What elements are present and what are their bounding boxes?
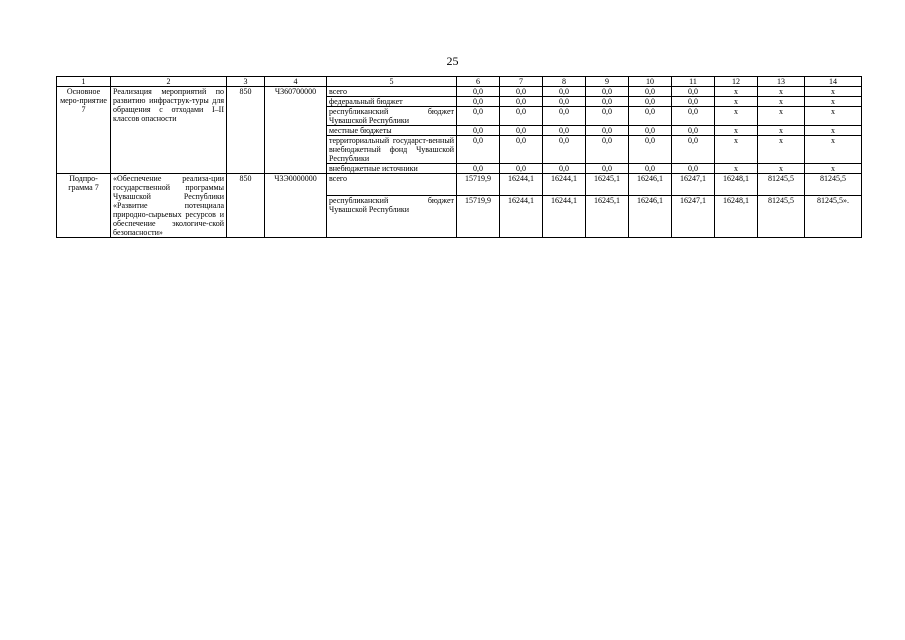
- value-cell: 0,0: [586, 164, 629, 174]
- funding-source-cell: республиканский бюджет Чувашской Республики: [327, 196, 457, 238]
- value-cell: 81245,5: [805, 174, 862, 196]
- value-cell: 0,0: [629, 126, 672, 136]
- value-cell: x: [758, 97, 805, 107]
- value-cell: 16244,1: [543, 174, 586, 196]
- value-cell: 0,0: [500, 164, 543, 174]
- value-cell: 0,0: [629, 136, 672, 164]
- column-header-3: 3: [227, 77, 265, 87]
- value-cell: 81245,5: [758, 174, 805, 196]
- column-header-4: 4: [265, 77, 327, 87]
- value-cell: 16244,1: [543, 196, 586, 238]
- value-cell: x: [715, 136, 758, 164]
- value-cell: 0,0: [500, 97, 543, 107]
- funding-source-cell: всего: [327, 87, 457, 97]
- ministry-code-cell: 850: [227, 87, 265, 174]
- program-title-cell: «Обеспечение реализа-ции государственной программы Чувашской Республики «Развитие потенциала природно-сырьевых ресурсов и обеспечение экологиче-ской безопасности»: [111, 174, 227, 238]
- value-cell: 0,0: [672, 87, 715, 97]
- program-name-cell: Основное меро-приятие 7: [57, 87, 111, 174]
- value-cell: 81245,5: [758, 196, 805, 238]
- value-cell: 0,0: [629, 87, 672, 97]
- value-cell: 16246,1: [629, 196, 672, 238]
- funding-source-cell: республиканский бюджет Чувашской Республики: [327, 107, 457, 126]
- value-cell: 0,0: [457, 87, 500, 97]
- value-cell: 16248,1: [715, 174, 758, 196]
- value-cell: 0,0: [543, 126, 586, 136]
- value-cell: 0,0: [543, 97, 586, 107]
- table-row: [57, 87, 862, 97]
- value-cell: x: [715, 164, 758, 174]
- value-cell: x: [758, 87, 805, 97]
- value-cell: x: [715, 107, 758, 126]
- value-cell: x: [715, 87, 758, 97]
- value-cell: 0,0: [672, 97, 715, 107]
- value-cell: 0,0: [457, 107, 500, 126]
- value-cell: x: [758, 136, 805, 164]
- column-header-7: 7: [500, 77, 543, 87]
- column-header-9: 9: [586, 77, 629, 87]
- value-cell: x: [758, 126, 805, 136]
- program-title-cell: Реализация мероприятий по развитию инфраструк-туры для обращения с отходами I–II классов опасности: [111, 87, 227, 174]
- value-cell: x: [805, 87, 862, 97]
- value-cell: 0,0: [500, 107, 543, 126]
- value-cell: 16246,1: [629, 174, 672, 196]
- header-row: [57, 77, 862, 87]
- value-cell: x: [805, 126, 862, 136]
- value-cell: x: [758, 107, 805, 126]
- value-cell: x: [805, 136, 862, 164]
- value-cell: 0,0: [543, 136, 586, 164]
- value-cell: 16247,1: [672, 174, 715, 196]
- value-cell: 0,0: [586, 97, 629, 107]
- value-cell: x: [805, 164, 862, 174]
- value-cell: 0,0: [672, 136, 715, 164]
- value-cell: 0,0: [672, 107, 715, 126]
- column-header-6: 6: [457, 77, 500, 87]
- value-cell: x: [715, 126, 758, 136]
- value-cell: 16244,1: [500, 196, 543, 238]
- funding-source-cell: внебюджетные источники: [327, 164, 457, 174]
- page-number: 25: [446, 54, 459, 68]
- value-cell: 15719,9: [457, 196, 500, 238]
- funding-source-cell: территориальный государст-венный внебюджетный фонд Чувашской Республики: [327, 136, 457, 164]
- value-cell: 0,0: [457, 136, 500, 164]
- column-header-11: 11: [672, 77, 715, 87]
- value-cell: 16248,1: [715, 196, 758, 238]
- value-cell: 0,0: [629, 107, 672, 126]
- value-cell: 81245,5».: [805, 196, 862, 238]
- column-header-8: 8: [543, 77, 586, 87]
- value-cell: 0,0: [500, 126, 543, 136]
- value-cell: 16245,1: [586, 196, 629, 238]
- value-cell: 0,0: [586, 87, 629, 97]
- value-cell: 0,0: [457, 97, 500, 107]
- value-cell: 0,0: [672, 164, 715, 174]
- value-cell: x: [805, 97, 862, 107]
- funding-source-cell: местные бюджеты: [327, 126, 457, 136]
- funding-source-cell: федеральный бюджет: [327, 97, 457, 107]
- value-cell: 0,0: [629, 164, 672, 174]
- column-header-2: 2: [111, 77, 227, 87]
- value-cell: 0,0: [629, 97, 672, 107]
- value-cell: 0,0: [586, 136, 629, 164]
- funding-source-cell: всего: [327, 174, 457, 196]
- column-header-10: 10: [629, 77, 672, 87]
- program-name-cell: Подпро-грамма 7: [57, 174, 111, 238]
- value-cell: x: [758, 164, 805, 174]
- column-header-5: 5: [327, 77, 457, 87]
- target-code-cell: Ч360700000: [265, 87, 327, 174]
- value-cell: 0,0: [543, 164, 586, 174]
- value-cell: 0,0: [500, 136, 543, 164]
- value-cell: 15719,9: [457, 174, 500, 196]
- column-header-1: 1: [57, 77, 111, 87]
- column-header-14: 14: [805, 77, 862, 87]
- column-header-13: 13: [758, 77, 805, 87]
- value-cell: 0,0: [500, 87, 543, 97]
- value-cell: 0,0: [457, 164, 500, 174]
- value-cell: 0,0: [457, 126, 500, 136]
- value-cell: x: [805, 107, 862, 126]
- value-cell: 0,0: [586, 126, 629, 136]
- target-code-cell: Ч3Э0000000: [265, 174, 327, 238]
- value-cell: x: [715, 97, 758, 107]
- table-row: [57, 174, 862, 196]
- value-cell: 0,0: [543, 107, 586, 126]
- ministry-code-cell: 850: [227, 174, 265, 238]
- column-header-12: 12: [715, 77, 758, 87]
- value-cell: 0,0: [543, 87, 586, 97]
- value-cell: 0,0: [672, 126, 715, 136]
- value-cell: 16247,1: [672, 196, 715, 238]
- value-cell: 0,0: [586, 107, 629, 126]
- budget-table: [56, 76, 862, 238]
- value-cell: 16244,1: [500, 174, 543, 196]
- value-cell: 16245,1: [586, 174, 629, 196]
